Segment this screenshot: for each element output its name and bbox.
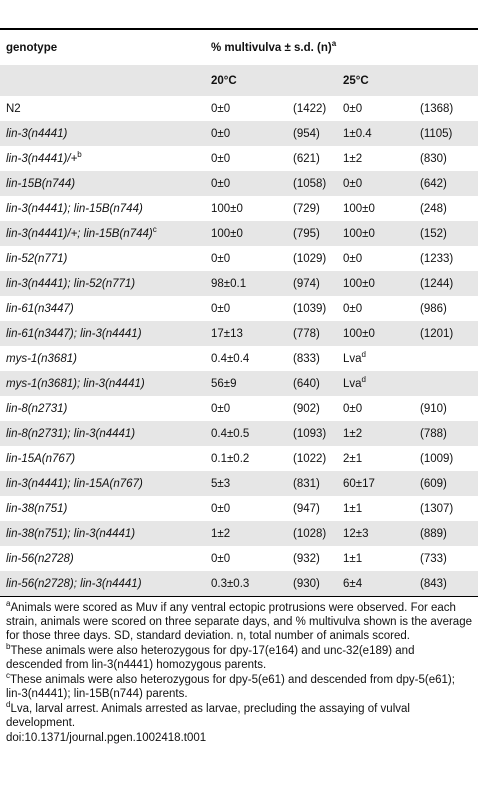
footnote-a [6,601,472,643]
table-row [0,271,478,296]
cell-n-20-text: (1422) [293,102,327,115]
cell-mv-20-text: 0±0 [211,402,231,415]
table-row [0,296,478,321]
cell-n-25-text: (1368) [420,102,454,115]
cell-mv-25 [337,421,414,446]
cell-n-25 [414,146,478,171]
header-temp-20: 20°C [205,65,337,96]
cell-mv-25 [337,346,414,371]
cell-mv-25 [337,221,414,246]
cell-n-25 [414,371,478,396]
cell-mv-20-text: 0±0 [211,502,231,515]
cell-n-20-text: (729) [293,202,320,215]
genotype-text: lin-56(n2728) [6,552,74,565]
cell-mv-25-text: 0±0 [343,177,363,190]
cell-mv-20 [205,321,287,346]
genotype-text: lin-8(n2731); lin-3(n4441) [6,427,136,440]
genotype-text: lin-3(n4441); lin-15A(n767) [6,477,143,490]
table-row [0,221,478,246]
cell-n-25-text: (986) [420,302,447,315]
cell-n-20 [287,346,337,371]
table-row [0,396,478,421]
cell-mv-25 [337,296,414,321]
cell-mv-25 [337,171,414,196]
table-row [0,121,478,146]
mv-25-sup: d [361,349,366,359]
cell-n-20 [287,546,337,571]
cell-mv-20 [205,146,287,171]
cell-mv-25-text: 0±0 [343,102,363,115]
cell-mv-20 [205,421,287,446]
cell-genotype [0,446,205,471]
cell-mv-25-text: 0±0 [343,402,363,415]
cell-n-25-text: (248) [420,202,447,215]
cell-n-25 [414,296,478,321]
cell-mv-25-text: 0±0 [343,252,363,265]
cell-mv-25-text: 0±0 [343,302,363,315]
genotype-text: lin-3(n4441); lin-52(n771) [6,277,136,290]
footnote-c-text: These animals were also heterozygous for dpy-5(e61) and descended from dpy-5(e61); lin-3(n4441); lin-15B(n744) parents. [6,674,455,700]
cell-mv-25-text: 1±1 [343,552,363,565]
cell-mv-25 [337,446,414,471]
cell-n-25-text: (642) [420,177,447,190]
cell-n-25 [414,321,478,346]
cell-mv-25 [337,471,414,496]
header-temp-25: 25°C [337,65,478,96]
cell-genotype [0,396,205,421]
footnote-c [6,673,472,701]
cell-genotype [0,471,205,496]
cell-n-20-text: (1039) [293,302,327,315]
cell-n-20 [287,496,337,521]
cell-mv-20 [205,296,287,321]
cell-mv-20 [205,571,287,596]
genotype-text: lin-61(n3447); lin-3(n4441) [6,327,142,340]
cell-n-25 [414,96,478,121]
genotype-text: lin-52(n771) [6,252,68,265]
cell-genotype [0,196,205,221]
cell-mv-25 [337,96,414,121]
cell-genotype [0,96,205,121]
footnote-d [6,702,472,730]
cell-mv-20-text: 0.4±0.4 [211,352,250,365]
cell-mv-20 [205,196,287,221]
cell-n-25-text: (1009) [420,452,454,465]
cell-n-20 [287,521,337,546]
cell-mv-20 [205,521,287,546]
cell-n-20-text: (947) [293,502,320,515]
footnote-b [6,644,472,672]
cell-mv-25 [337,121,414,146]
cell-mv-20-text: 0.3±0.3 [211,577,250,590]
cell-mv-25 [337,521,414,546]
cell-n-25-text: (1244) [420,277,454,290]
cell-mv-20-text: 56±9 [211,377,237,390]
cell-mv-20 [205,271,287,296]
cell-n-20-text: (1093) [293,427,327,440]
cell-n-25-text: (788) [420,427,447,440]
cell-mv-20-text: 100±0 [211,202,243,215]
mv-25-sup: d [361,374,366,384]
genotype-text: N2 [6,102,21,115]
cell-genotype [0,371,205,396]
cell-n-20 [287,196,337,221]
cell-n-25-text: (843) [420,577,447,590]
cell-genotype [0,296,205,321]
cell-mv-25-text: 1±2 [343,152,363,165]
cell-genotype [0,171,205,196]
header-measure-text: % multivulva ± s.d. (n) [211,41,332,54]
cell-mv-20-text: 0±0 [211,177,231,190]
header-genotype: genotype [6,41,58,54]
cell-mv-25-text: 6±4 [343,577,363,590]
genotype-sup: c [152,224,157,234]
cell-mv-25-text: 1±2 [343,427,363,440]
cell-mv-25-text: Lva [343,352,362,365]
cell-n-20 [287,571,337,596]
table-row [0,546,478,571]
cell-n-20 [287,446,337,471]
cell-n-20-text: (621) [293,152,320,165]
cell-mv-25-text: 2±1 [343,452,363,465]
genotype-text: lin-3(n4441)/+; lin-15B(n744) [6,227,153,240]
cell-mv-25-text: 100±0 [343,202,375,215]
cell-mv-20 [205,221,287,246]
cell-n-20-text: (1022) [293,452,327,465]
cell-n-20 [287,146,337,171]
cell-mv-25-text: 1±1 [343,502,363,515]
cell-n-20-text: (974) [293,277,320,290]
cell-mv-25 [337,196,414,221]
cell-n-25 [414,546,478,571]
cell-genotype [0,321,205,346]
cell-n-25 [414,446,478,471]
cell-n-25-text: (1307) [420,502,454,515]
cell-n-20 [287,171,337,196]
footnote-b-letter: b [6,642,11,652]
footnote-d-text: Lva, larval arrest. Animals arrested as larvae, precluding the assaying of vulval development. [6,703,410,729]
cell-mv-25 [337,321,414,346]
cell-n-20 [287,296,337,321]
cell-mv-25 [337,496,414,521]
table-row [0,196,478,221]
cell-mv-25-text: 100±0 [343,327,375,340]
footnote-d-letter: d [6,700,11,710]
cell-n-25-text: (910) [420,402,447,415]
cell-n-25 [414,271,478,296]
cell-mv-20-text: 17±13 [211,327,243,340]
cell-mv-25 [337,571,414,596]
cell-mv-20 [205,171,287,196]
cell-n-25 [414,246,478,271]
cell-n-25-text: (733) [420,552,447,565]
cell-mv-25-text: 100±0 [343,227,375,240]
cell-n-20 [287,421,337,446]
cell-n-20-text: (1029) [293,252,327,265]
table-row [0,521,478,546]
cell-n-20 [287,96,337,121]
top-margin [0,0,478,28]
table-row [0,421,478,446]
table-row [0,446,478,471]
cell-genotype [0,146,205,171]
doi-text: doi:10.1371/journal.pgen.1002418.t001 [6,732,207,744]
footnote-a-letter: a [6,599,11,609]
header-measure [205,30,478,65]
cell-n-20-text: (1058) [293,177,327,190]
cell-n-25 [414,471,478,496]
cell-n-20-text: (778) [293,327,320,340]
cell-n-25 [414,171,478,196]
genotype-text: mys-1(n3681); lin-3(n4441) [6,377,145,390]
cell-mv-25-text: Lva [343,377,362,390]
cell-n-20 [287,371,337,396]
cell-n-20-text: (1028) [293,527,327,540]
cell-genotype [0,246,205,271]
cell-mv-20-text: 0±0 [211,127,231,140]
cell-mv-20 [205,346,287,371]
cell-mv-20-text: 1±2 [211,527,231,540]
cell-mv-20-text: 0±0 [211,552,231,565]
cell-n-20-text: (833) [293,352,320,365]
cell-mv-20 [205,471,287,496]
genotype-text: lin-56(n2728); lin-3(n4441) [6,577,142,590]
cell-n-20 [287,396,337,421]
cell-n-25 [414,196,478,221]
genotype-text: lin-38(n751); lin-3(n4441) [6,527,136,540]
cell-mv-25 [337,146,414,171]
cell-mv-20 [205,96,287,121]
cell-n-25 [414,521,478,546]
genotype-text: lin-15B(n744) [6,177,76,190]
header-row-2 [0,65,478,96]
cell-mv-25 [337,371,414,396]
cell-mv-20-text: 98±0.1 [211,277,247,290]
cell-n-20 [287,121,337,146]
cell-n-25-text: (830) [420,152,447,165]
cell-n-20 [287,246,337,271]
footnote-b-text: These animals were also heterozygous for dpy-17(e164) and unc-32(e189) and descended from lin-3(n4441) homozygous parents. [6,645,415,671]
cell-genotype [0,221,205,246]
cell-genotype [0,421,205,446]
cell-n-25-text: (1201) [420,327,454,340]
multivulva-table [0,30,478,596]
cell-n-20 [287,321,337,346]
cell-n-25 [414,421,478,446]
cell-n-20 [287,221,337,246]
genotype-text: lin-38(n751) [6,502,68,515]
genotype-text: lin-8(n2731) [6,402,68,415]
cell-mv-20 [205,546,287,571]
cell-n-20 [287,271,337,296]
cell-n-20-text: (902) [293,402,320,415]
cell-mv-20-text: 0±0 [211,102,231,115]
genotype-text: lin-15A(n767) [6,452,76,465]
cell-n-25-text: (1233) [420,252,454,265]
cell-mv-20-text: 100±0 [211,227,243,240]
table-row [0,371,478,396]
cell-mv-20-text: 5±3 [211,477,231,490]
cell-mv-20 [205,396,287,421]
cell-n-20-text: (640) [293,377,320,390]
table-row [0,96,478,121]
table-row [0,346,478,371]
cell-mv-20 [205,246,287,271]
cell-n-20-text: (831) [293,477,320,490]
genotype-text: mys-1(n3681) [6,352,77,365]
cell-mv-20 [205,446,287,471]
genotype-text: lin-61(n3447) [6,302,74,315]
cell-n-25-text: (609) [420,477,447,490]
table-row [0,471,478,496]
cell-mv-25 [337,396,414,421]
genotype-text: lin-3(n4441); lin-15B(n744) [6,202,143,215]
footnotes [0,597,478,745]
cell-mv-25 [337,546,414,571]
cell-mv-20-text: 0.1±0.2 [211,452,250,465]
genotype-text: lin-3(n4441)/+ [6,152,78,165]
table-row [0,321,478,346]
cell-n-20-text: (954) [293,127,320,140]
cell-n-25 [414,346,478,371]
table-body [0,96,478,596]
cell-n-25-text: (889) [420,527,447,540]
cell-genotype [0,571,205,596]
cell-mv-25 [337,246,414,271]
cell-n-20-text: (930) [293,577,320,590]
cell-n-25-text: (1105) [420,127,453,140]
table-row [0,571,478,596]
cell-genotype [0,346,205,371]
cell-genotype [0,546,205,571]
table-row [0,496,478,521]
cell-mv-20-text: 0±0 [211,252,231,265]
table-row [0,146,478,171]
cell-mv-20-text: 0±0 [211,152,231,165]
cell-n-25-text: (152) [420,227,447,240]
cell-mv-25-text: 100±0 [343,277,375,290]
cell-mv-25-text: 60±17 [343,477,375,490]
cell-genotype [0,521,205,546]
table-row [0,171,478,196]
footnote-a-text: Animals were scored as Muv if any ventral ectopic protrusions were observed. For each strain, animals were scored on three separate days, and % multivulva shown is the average for those three days. SD, standard deviation. n, total number of animals scored. [6,602,472,642]
cell-n-25 [414,396,478,421]
cell-mv-20 [205,496,287,521]
cell-mv-20-text: 0.4±0.5 [211,427,250,440]
cell-mv-20 [205,121,287,146]
cell-mv-25-text: 1±0.4 [343,127,372,140]
cell-mv-20 [205,371,287,396]
cell-mv-20-text: 0±0 [211,302,231,315]
header-blank [0,65,205,96]
cell-n-25 [414,121,478,146]
cell-mv-25 [337,271,414,296]
genotype-sup: b [77,149,82,159]
cell-n-25 [414,496,478,521]
table-row [0,246,478,271]
header-row-1 [0,30,478,65]
cell-mv-25-text: 12±3 [343,527,369,540]
header-measure-sup: a [331,38,337,48]
cell-n-20-text: (932) [293,552,320,565]
footnote-c-letter: c [6,671,10,681]
cell-n-25 [414,221,478,246]
cell-n-20-text: (795) [293,227,320,240]
cell-genotype [0,271,205,296]
cell-n-20 [287,471,337,496]
genotype-text: lin-3(n4441) [6,127,68,140]
cell-genotype [0,121,205,146]
cell-genotype [0,496,205,521]
cell-n-25 [414,571,478,596]
